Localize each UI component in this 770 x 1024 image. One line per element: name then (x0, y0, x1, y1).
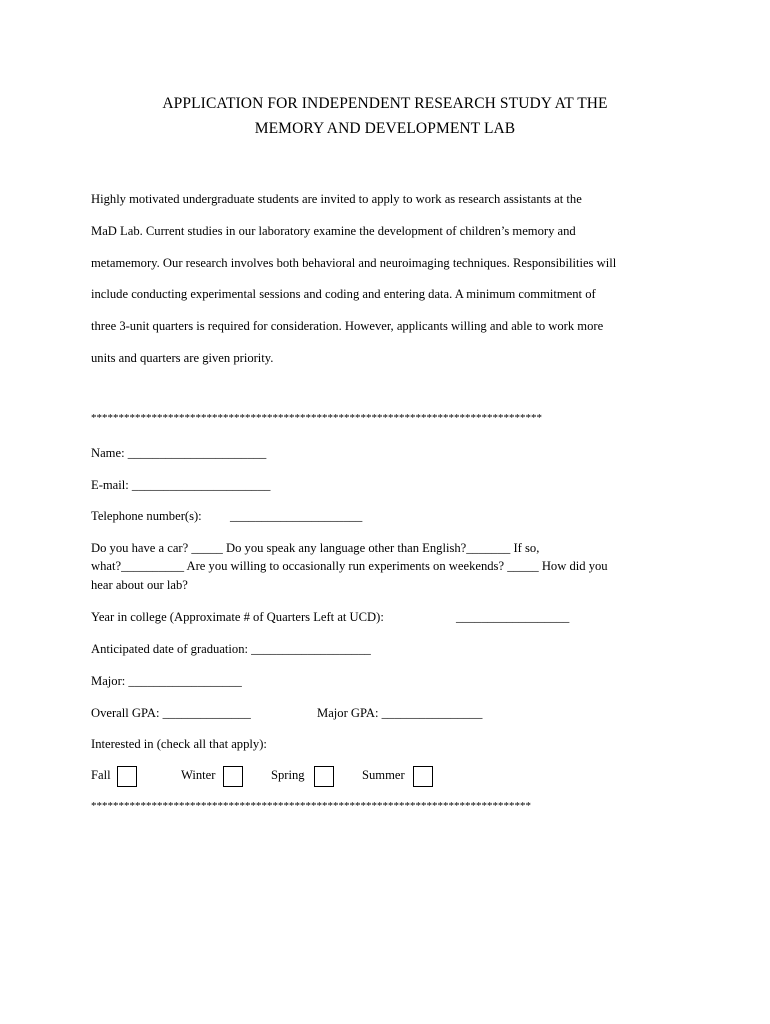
intro-line-5: three 3-unit quarters is required for consideration. However, applicants willing and able to work more (91, 319, 604, 333)
quarter-label-winter: Winter (181, 768, 216, 782)
phone-label: Telephone number(s): (91, 509, 202, 523)
year-field[interactable]: __________________ (456, 610, 570, 624)
checkbox-summer[interactable] (413, 766, 433, 787)
major-field[interactable]: Major: __________________ (91, 674, 242, 688)
car-language-line-2[interactable]: what?__________ Are you willing to occasionally run experiments on weekends? _____ How did you (91, 559, 608, 573)
intro-line-6: units and quarters are given priority. (91, 351, 274, 365)
quarter-label-spring: Spring (271, 768, 305, 782)
name-field[interactable]: Name: ______________________ (91, 446, 267, 460)
car-language-line-1[interactable]: Do you have a car? _____ Do you speak any language other than English?_______ If so, (91, 541, 540, 555)
email-field[interactable]: E-mail: ______________________ (91, 478, 271, 492)
interest-label: Interested in (check all that apply): (91, 737, 267, 751)
overall-gpa-field[interactable]: Overall GPA: ______________ (91, 706, 251, 720)
quarter-label-summer: Summer (362, 768, 405, 782)
checkbox-fall[interactable] (117, 766, 137, 787)
intro-line-2: MaD Lab. Current studies in our laboratory examine the development of children’s memory and (91, 224, 576, 238)
graduation-date-field[interactable]: Anticipated date of graduation: ___________________ (91, 642, 371, 656)
car-language-line-3: hear about our lab? (91, 578, 188, 592)
title-line-2: MEMORY AND DEVELOPMENT LAB (254, 120, 516, 137)
title-line-1: APPLICATION FOR INDEPENDENT RESEARCH STUDY AT THE (162, 95, 608, 112)
separator-bottom: ******************************************************************************** (91, 800, 531, 812)
checkbox-spring[interactable] (314, 766, 334, 787)
intro-line-4: include conducting experimental sessions and coding and entering data. A minimum commitment of (91, 287, 596, 301)
intro-line-1: Highly motivated undergraduate students are invited to apply to work as research assistants at the (91, 192, 582, 206)
quarter-label-fall: Fall (91, 768, 111, 782)
separator-top: ********************************************************************************** (91, 412, 542, 424)
checkbox-winter[interactable] (223, 766, 243, 787)
phone-field[interactable]: _____________________ (230, 509, 363, 523)
intro-line-3: metamemory. Our research involves both behavioral and neuroimaging techniques. Responsibilities will (91, 256, 617, 270)
major-gpa-field[interactable]: Major GPA: ________________ (317, 706, 483, 720)
year-label: Year in college (Approximate # of Quarters Left at UCD): (91, 610, 384, 624)
